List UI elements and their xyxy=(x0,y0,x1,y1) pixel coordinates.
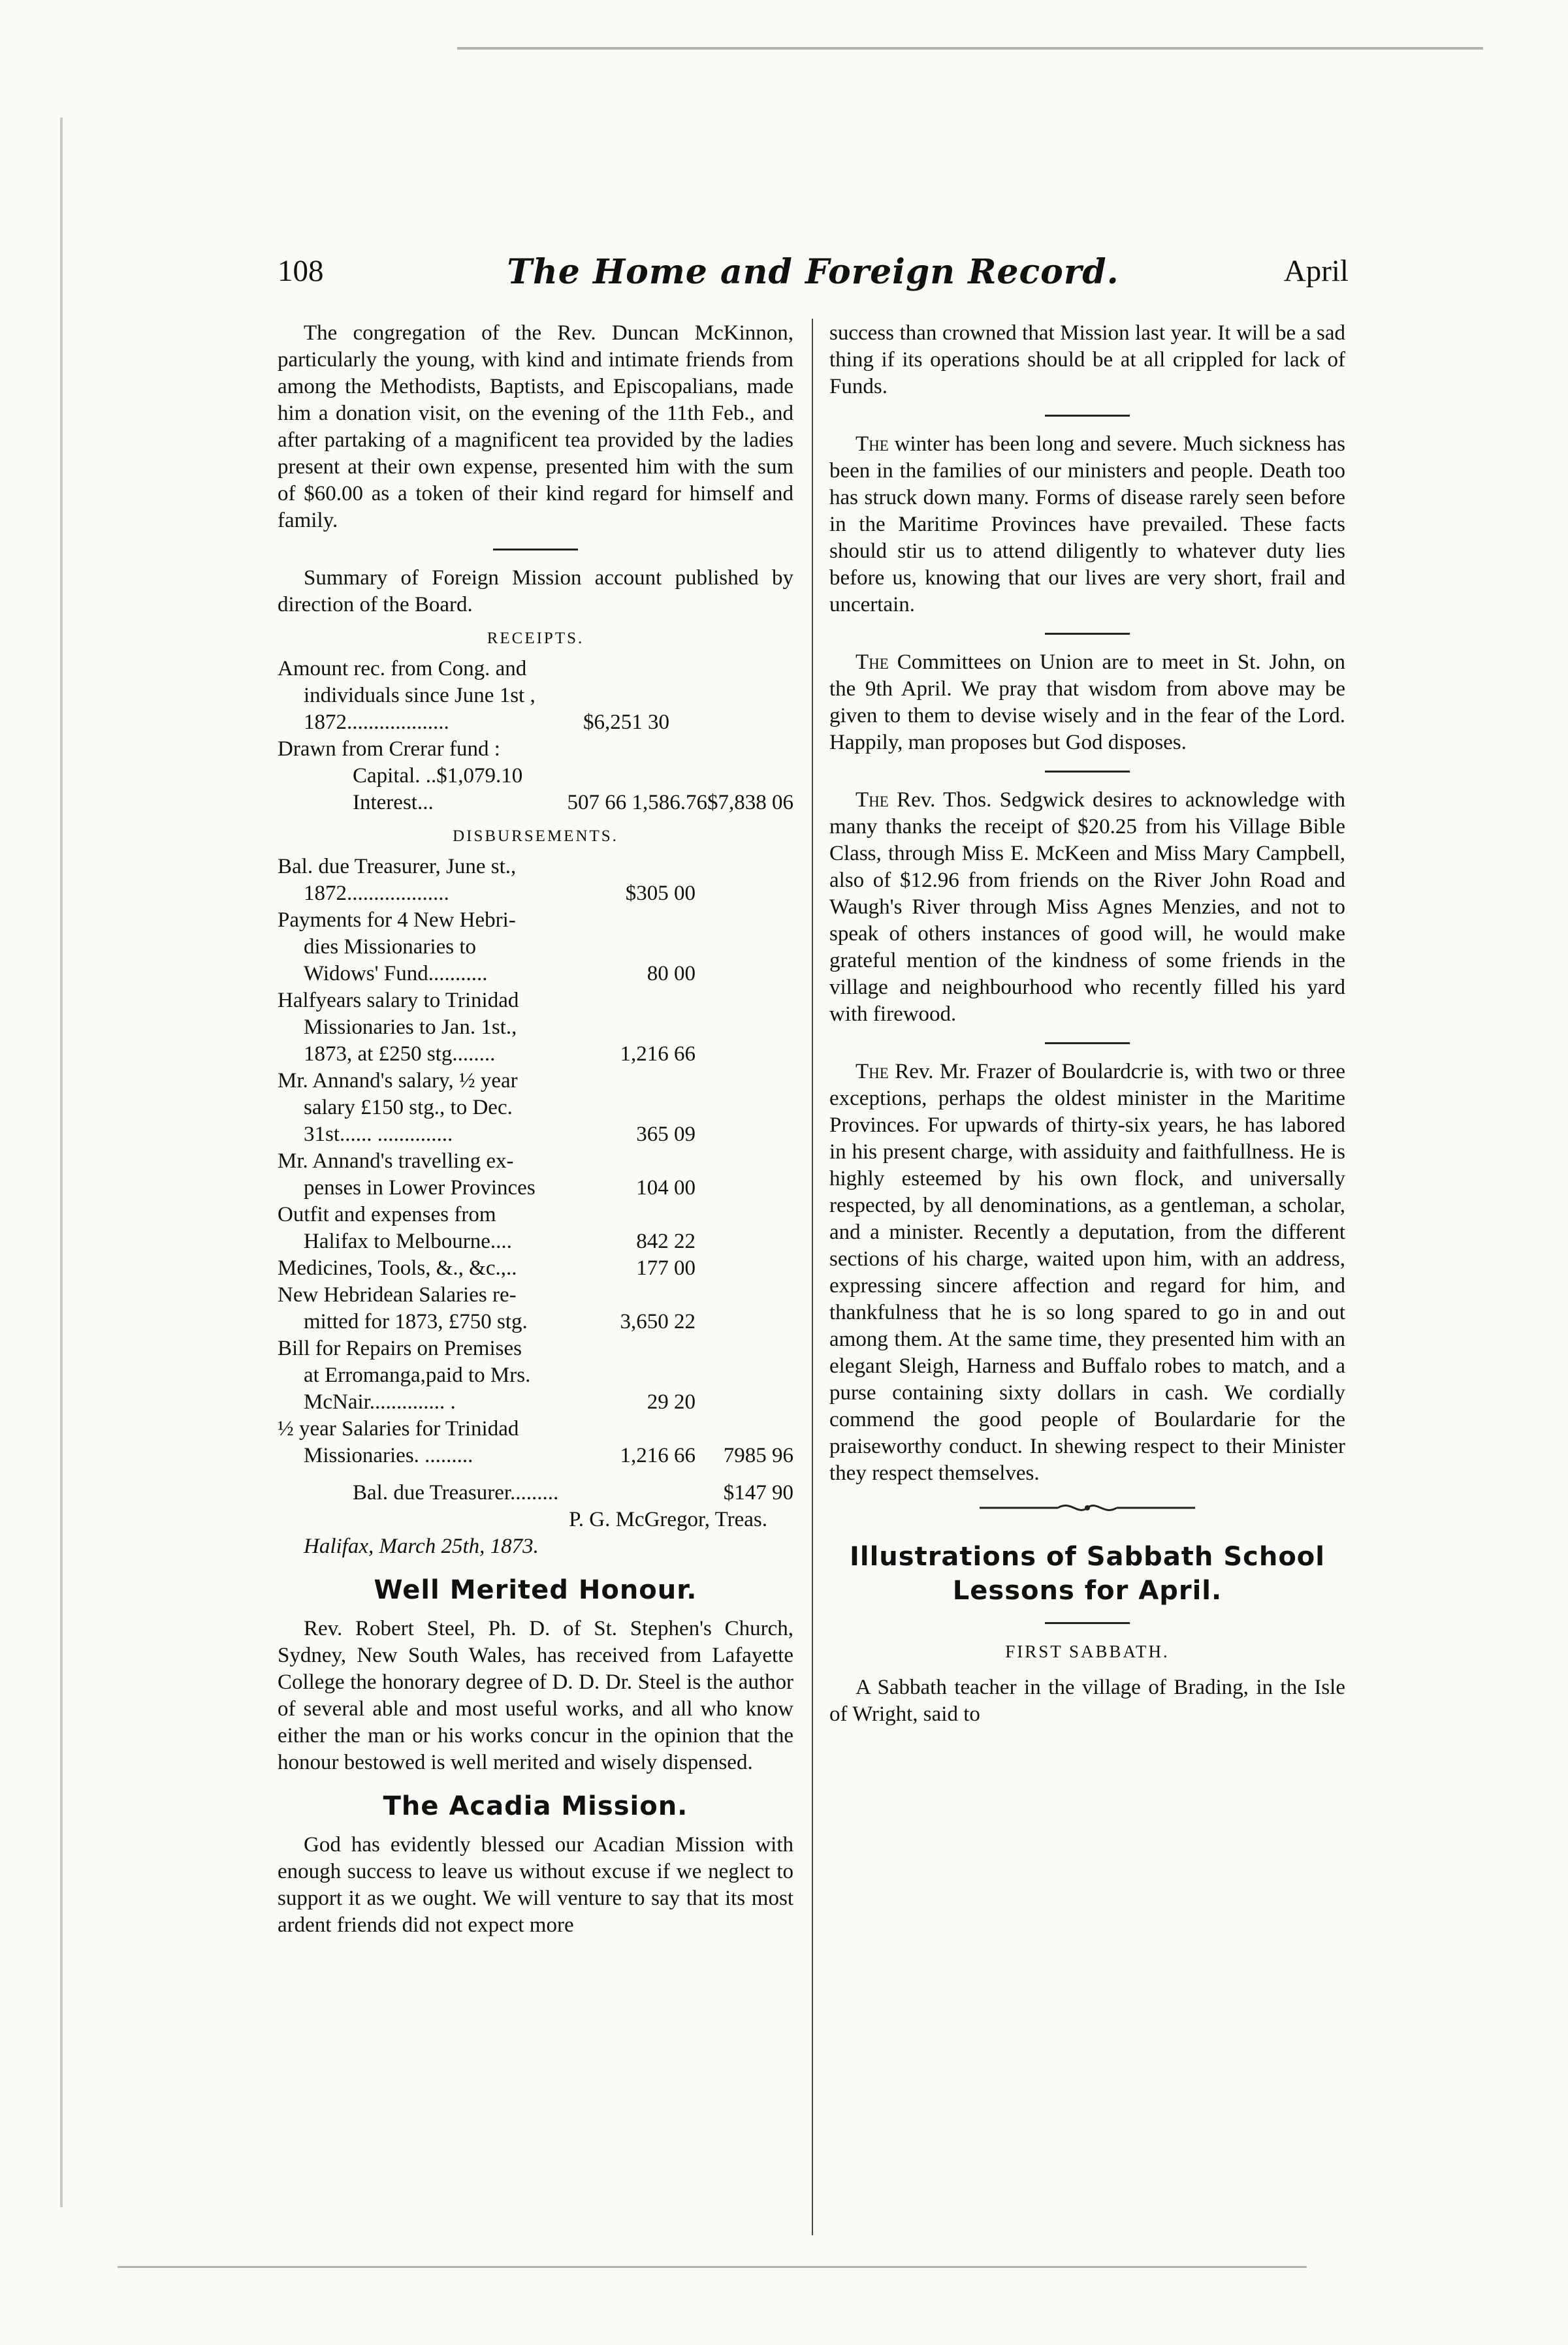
account-amount: $6,251 30 xyxy=(583,710,669,734)
account-amount: 1,216 66 xyxy=(620,1444,696,1467)
union-paragraph xyxy=(829,649,1345,756)
disbursements-heading: DISBURSEMENTS. xyxy=(453,827,618,845)
section-rule xyxy=(1045,1042,1130,1044)
account-amount: 3,650 22 xyxy=(620,1310,696,1333)
account-total: 7985 96 xyxy=(723,1444,793,1467)
account-text: Outfit and expenses from xyxy=(278,1203,496,1226)
account-amount: 507 66 1,586.76$7,838 06 xyxy=(567,791,793,814)
balance-text: Bal. due Treasurer......... xyxy=(353,1481,559,1505)
account-text: Mr. Annand's travelling ex- xyxy=(278,1149,514,1173)
account-amount: 1,216 66 xyxy=(620,1042,696,1066)
dateline: Halifax, March 25th, 1873. xyxy=(304,1535,539,1558)
left-column xyxy=(278,320,793,1939)
account-line xyxy=(278,880,793,907)
paragraph-text: Committees on Union are to meet in St. John, on the 9th April. We pray that wisdom from above may be given to them to devise wisely and in the fear of the Lord. Happily, man proposes but God disposes. xyxy=(829,650,1345,754)
account-line xyxy=(278,709,793,736)
sabbath-paragraph: A Sabbath teacher in the village of Brading, in the Isle of Wright, said to xyxy=(829,1676,1345,1726)
account-text: Widows' Fund........... xyxy=(304,962,488,985)
account-line xyxy=(278,987,793,1014)
balance-amount: $147 90 xyxy=(723,1481,793,1505)
section-rule xyxy=(493,549,578,550)
account-text: 31st...... .............. xyxy=(304,1123,453,1146)
section-rule xyxy=(1045,633,1130,635)
account-line xyxy=(278,1228,793,1255)
sedgwick-paragraph xyxy=(829,787,1345,1028)
account-line xyxy=(278,1094,793,1121)
account-line xyxy=(278,1416,793,1443)
account-text: Mr. Annand's salary, ½ year xyxy=(278,1069,518,1093)
account-line xyxy=(278,1014,793,1041)
account-text: salary £150 stg., to Dec. xyxy=(304,1096,513,1119)
acadia-paragraph: God has evidently blessed our Acadian Mission with enough success to leave us without excuse if we neglect to support it as we ought. We will venture to say that its most ardent friends did not expect more xyxy=(278,1833,793,1937)
account-line xyxy=(278,1175,793,1202)
account-amount: 365 09 xyxy=(636,1123,696,1146)
frazer-paragraph xyxy=(829,1059,1345,1487)
account-text: dies Missionaries to xyxy=(304,935,476,959)
summary-paragraph: Summary of Foreign Mission account published by direction of the Board. xyxy=(278,566,793,616)
account-text: McNair.............. . xyxy=(304,1390,456,1414)
account-line xyxy=(278,1068,793,1094)
section-rule xyxy=(1045,771,1130,773)
account-line xyxy=(278,1443,793,1469)
account-text: Halifax to Melbourne.... xyxy=(304,1230,512,1253)
lead-word: The xyxy=(856,788,889,812)
lead-word: The xyxy=(856,432,889,456)
account-text: at Erromanga,paid to Mrs. xyxy=(304,1364,531,1387)
account-text: penses in Lower Provinces xyxy=(304,1176,536,1200)
account-text: Payments for 4 New Hebri- xyxy=(278,908,516,932)
lead-word: The xyxy=(856,1060,889,1083)
account-line xyxy=(278,682,793,709)
account-line xyxy=(278,1121,793,1148)
receipts-heading: RECEIPTS. xyxy=(487,630,584,647)
account-text: Missionaries to Jan. 1st., xyxy=(304,1015,517,1039)
account-line xyxy=(278,1362,793,1389)
account-line xyxy=(278,1335,793,1362)
account-line xyxy=(278,1282,793,1309)
account-text: individuals since June 1st , xyxy=(304,684,536,707)
mckinnon-paragraph: The congregation of the Rev. Duncan McKinnon, particularly the young, with kind and intimate friends from among the Methodists, Baptists, and Episcopalians, made him a donation visit, on the evening of the 11th Feb., and after partaking of a magnificent tea provided by the ladies present at their own expense, presented him with the sum of $60.00 as a token of their kind regard for himself and family. xyxy=(278,321,793,532)
acadia-heading: The Acadia Mission. xyxy=(383,1791,688,1821)
account-amount: 177 00 xyxy=(636,1256,696,1280)
account-text: mitted for 1873, £750 stg. xyxy=(304,1310,528,1333)
treasurer-signature: P. G. McGregor, Treas. xyxy=(569,1508,767,1531)
scan-edge-left xyxy=(60,118,63,2207)
account-line xyxy=(278,1255,793,1282)
page-number: 108 xyxy=(278,254,324,288)
account-line xyxy=(278,961,793,987)
header-month: April xyxy=(1283,254,1349,288)
account-text: New Hebridean Salaries re- xyxy=(278,1283,517,1307)
paragraph-text: Rev. Thos. Sedgwick desires to acknowledge with many thanks the receipt of $20.25 from his Village Bible Class, through Miss E. McKeen and Miss Mary Campbell, also of $12.96 from friends on the River John Road and Waugh's River through Miss Agnes Menzies, and not to speak of others instances of good will, he would make grateful mention of the kindness of some friends in the village and neighbourhood who recently filled his yard with firewood. xyxy=(829,788,1345,1026)
running-header xyxy=(278,253,1349,299)
running-title: The Home and Foreign Record. xyxy=(507,252,1119,292)
account-text: Amount rec. from Cong. and xyxy=(278,657,527,680)
account-amount: 29 20 xyxy=(647,1390,696,1414)
column-divider xyxy=(812,319,813,2235)
honour-heading: Well Merited Honour. xyxy=(374,1575,697,1605)
account-line xyxy=(278,763,793,790)
account-line xyxy=(278,656,793,682)
account-text: Bill for Repairs on Premises xyxy=(278,1337,522,1360)
account-text: Bal. due Treasurer, June st., xyxy=(278,855,517,878)
section-rule xyxy=(1045,1622,1130,1624)
account-line xyxy=(278,907,793,934)
account-text: Interest... xyxy=(353,791,434,814)
section-rule xyxy=(1045,415,1130,417)
first-sabbath-heading: FIRST SABBATH. xyxy=(1005,1642,1170,1661)
lead-word: The xyxy=(856,650,889,674)
account-line xyxy=(278,1202,793,1228)
account-text: 1872................... xyxy=(304,710,449,734)
scan-edge-bottom xyxy=(118,2266,1307,2268)
account-text: ½ year Salaries for Trinidad xyxy=(278,1417,519,1441)
account-line xyxy=(278,736,793,763)
account-text: Medicines, Tools, &., &c.,.. xyxy=(278,1256,517,1280)
right-column xyxy=(829,320,1345,1728)
account-amount: 104 00 xyxy=(636,1176,696,1200)
winter-paragraph xyxy=(829,431,1345,618)
account-line xyxy=(278,1309,793,1335)
account-line xyxy=(278,790,793,816)
account-text: 1872................... xyxy=(304,882,449,905)
lessons-heading: Illustrations of Sabbath School Lessons for April. xyxy=(849,1542,1325,1606)
account-line xyxy=(278,1041,793,1068)
account-line xyxy=(278,1389,793,1416)
account-amount: 842 22 xyxy=(636,1230,696,1253)
account-line xyxy=(278,934,793,961)
scan-edge-top xyxy=(457,47,1483,50)
acadia-continued: success than crowned that Mission last year. It will be a sad thing if its operations should be at all crippled for lack of Funds. xyxy=(829,321,1345,398)
account-text: Drawn from Crerar fund : xyxy=(278,737,500,761)
account-text: Missionaries. ......... xyxy=(304,1444,473,1467)
flourish-ornament xyxy=(980,1500,1195,1516)
paragraph-text: winter has been long and severe. Much sickness has been in the families of our ministers and people. Death too has struck down many. Forms of disease rarely seen before in the Maritime Provinces have prevailed. These facts should stir us to attend diligently to whatever duty lies before us, knowing that our lives are very short, frail and uncertain. xyxy=(829,432,1345,616)
account-text: Halfyears salary to Trinidad xyxy=(278,989,519,1012)
account-line xyxy=(278,1148,793,1175)
paragraph-text: Rev. Mr. Frazer of Boulardcrie is, with two or three exceptions, perhaps the oldest minister in the Maritime Provinces. For upwards of thirty-six years, he has labored in his present charge, with assiduity and faithfullness. He is highly esteemed by his own flock, and universally respected, by all denominations, as a gentleman, a scholar, and a minister. Recently a deputation, from the different sections of his charge, waited upon him, with an address, expressing sincere affection and regard for him, and thankfulness that he is so long spared to go in and out among them. At the same time, they presented him with an elegant Sleigh, Harness and Buffalo robes to match, and a purse containing sixty dollars in cash. We cordially commend the good people of Boulardarie for the praiseworthy conduct. In shewing respect to their Minister they respect themselves. xyxy=(829,1060,1345,1485)
ornamental-rule xyxy=(829,1496,1345,1523)
account-line xyxy=(278,853,793,880)
account-amount: 80 00 xyxy=(647,962,696,985)
account-amount: $305 00 xyxy=(625,882,696,905)
honour-paragraph: Rev. Robert Steel, Ph. D. of St. Stephen's Church, Sydney, New South Wales, has received from Lafayette College the honorary degree of D. D. Dr. Steel is the author of several able and most useful works, and all who know either the man or his works concur in the opinion that the honour bestowed is well merited and wisely dispensed. xyxy=(278,1617,793,1774)
account-text: 1873, at £250 stg........ xyxy=(304,1042,496,1066)
balance-line xyxy=(278,1480,793,1507)
account-text: Capital. ..$1,079.10 xyxy=(353,764,523,788)
